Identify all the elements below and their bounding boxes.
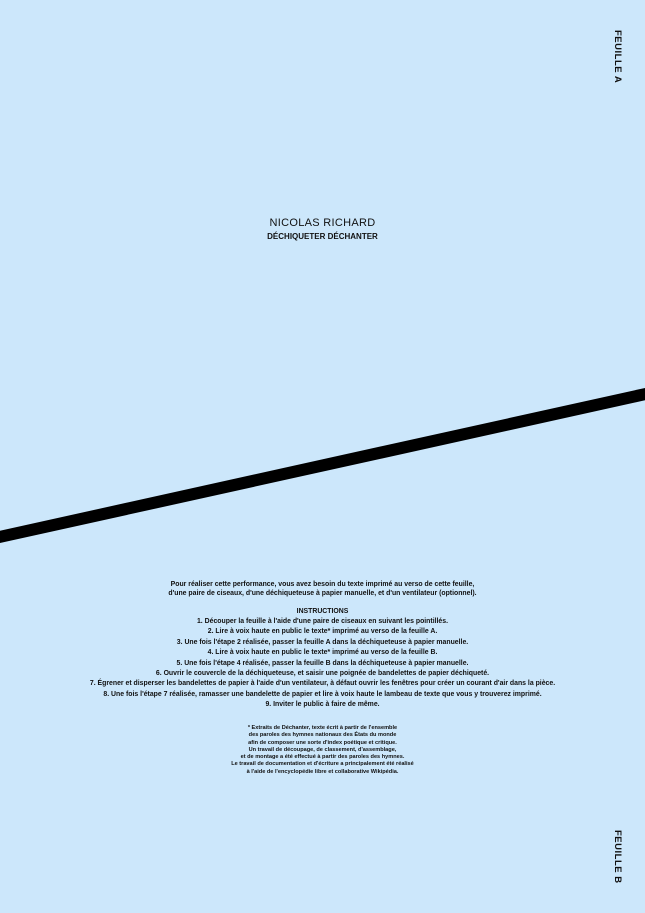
footnote-line: Le travail de documentation et d'écriture a principalement été réalisé <box>231 761 414 768</box>
footnote-line: des paroles des hymnes nationaux des États du monde <box>248 732 397 739</box>
instruction-step: 4. Lire à voix haute en public le texte* imprimé au verso de la feuille B. <box>207 649 438 657</box>
footnote-line: Un travail de découpage, de classement, d'assemblage, <box>248 746 397 753</box>
instruction-step: 1. Découper la feuille à l'aide d'une paire de ciseaux en suivant les pointillés. <box>196 618 449 625</box>
instruction-step: 8. Une fois l'étape 7 réalisée, ramasser une bandelette de papier et lire à voix haute le lambeau de texte que vous y trouverez imprimé. <box>103 690 542 698</box>
instruction-step: 9. Inviter le public à faire de même. <box>265 701 380 709</box>
author-name: NICOLAS RICHARD <box>269 217 376 229</box>
instruction-step: 5. Une fois l'étape 4 réalisée, passer la feuille B dans la déchiqueteuse à papier manuelle. <box>176 659 469 667</box>
instruction-step: 6. Ouvrir le couvercle de la déchiqueteuse, et saisir une poignée de bandelettes de papier déchiqueté. <box>155 670 490 678</box>
instructions-section <box>0 580 645 711</box>
footnote <box>0 725 645 776</box>
sheet-b-label: FEUILLE B <box>612 830 623 884</box>
instructions-heading: INSTRUCTIONS <box>296 608 349 615</box>
instruction-step: 2. Lire à voix haute en public le texte* imprimé au verso de la feuille A. <box>207 628 438 636</box>
footnote-line: et de montage a été effectué à partir des paroles des hymnes. <box>240 754 405 761</box>
footnote-line: * Extraits de Déchanter, texte écrit à partir de l'ensemble <box>247 725 398 731</box>
footnote-line: afin de composer une sorte d'index poétique et critique. <box>248 739 397 746</box>
intro-line: Pour réaliser cette performance, vous avez besoin du texte imprimé au verso de cette feuille, <box>170 581 475 588</box>
diagonal-cut-stripe <box>0 393 645 538</box>
instruction-step: 3. Une fois l'étape 2 réalisée, passer la feuille A dans la déchiqueteuse à papier manuelle. <box>176 638 469 646</box>
instruction-steps <box>0 617 645 711</box>
intro-line: d'une paire de ciseaux, d'une déchiqueteuse à papier manuelle, et d'un ventilateur (optionnel). <box>168 590 477 597</box>
instruction-step: 7. Égrener et disperser les bandelettes de papier à l'aide d'un ventilateur, à défaut ouvrir les fenêtres pour créer un courant d'air dans la pièce. <box>89 680 556 688</box>
sheet-a-label: FEUILLE A <box>612 30 623 84</box>
footnote-line: à l'aide de l'encyclopédie libre et collaborative Wikipédia. <box>246 768 399 775</box>
work-title: DÉCHIQUETER DÉCHANTER <box>267 232 378 241</box>
